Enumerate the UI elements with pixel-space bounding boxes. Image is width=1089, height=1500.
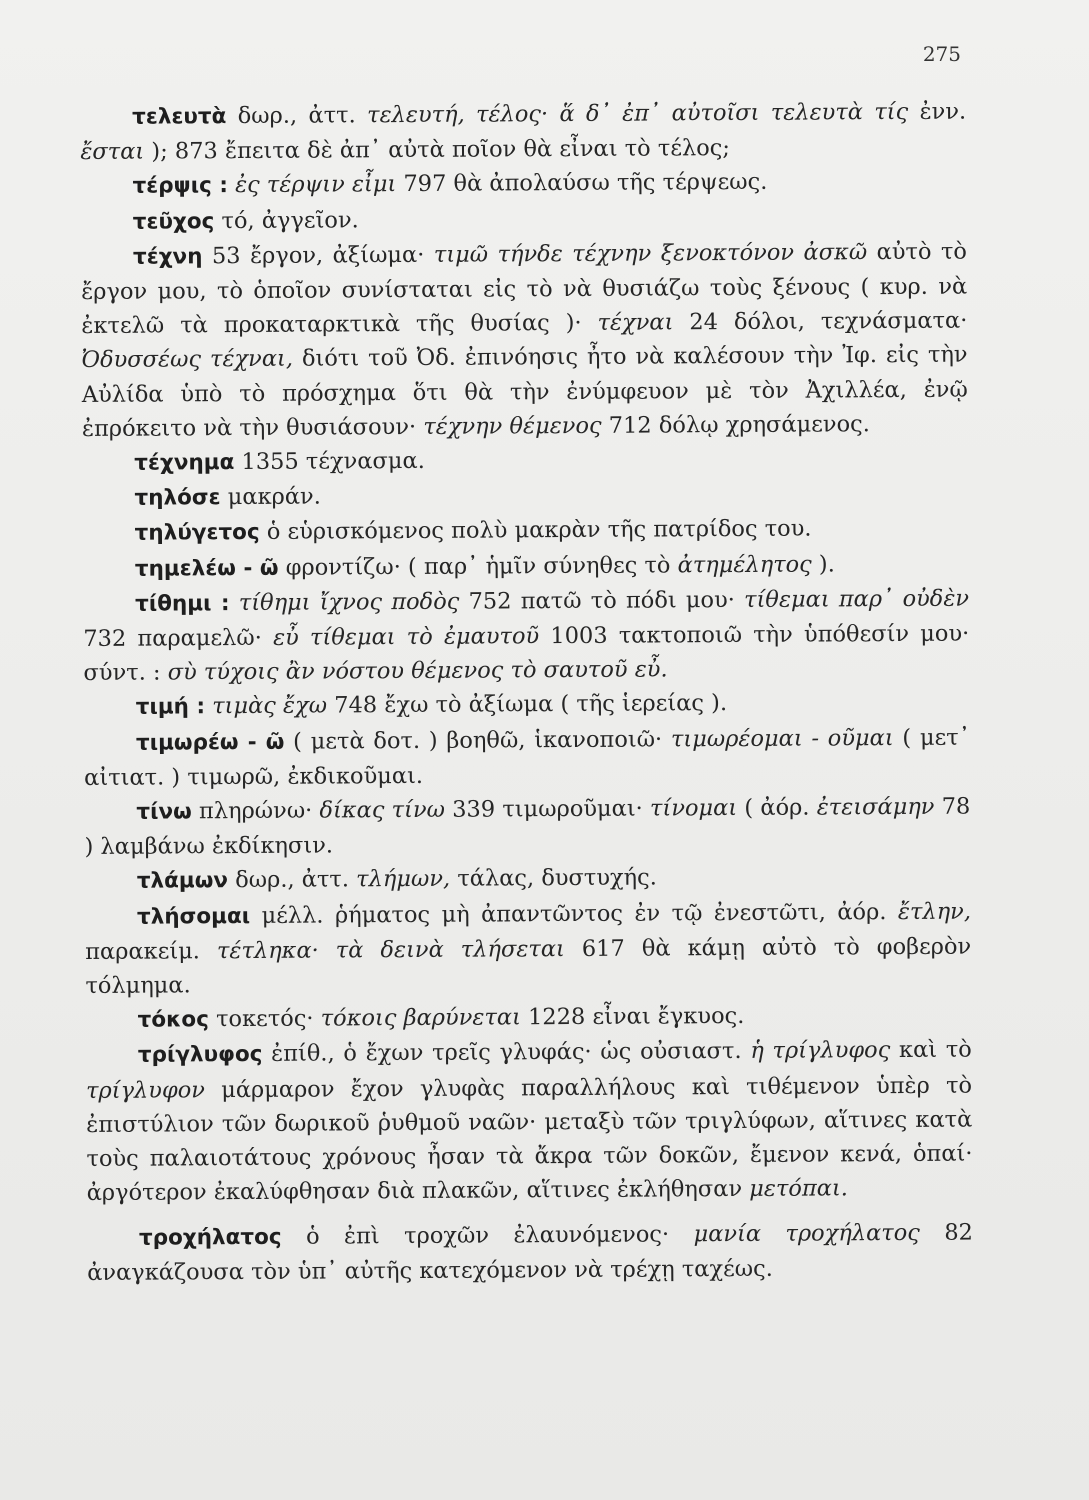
entry-definition-text: 752 πατῶ τὸ πόδι μου· [459, 586, 745, 615]
entry-headword: τιμωρέω - ῶ [135, 729, 285, 756]
dictionary-entry [85, 859, 971, 900]
entry-definition-text: 748 ἔχω τὸ ἀξίωμα ( τῆς ἱερείας ). [327, 690, 728, 719]
entry-definition-text: πληρώνω· [191, 797, 320, 825]
entry-definition-text: 339 τιμωροῦμαι· [444, 795, 651, 823]
entry-headword: τέχνη [132, 244, 203, 270]
entry-example-italic: ἔτλην, [897, 898, 972, 925]
dictionary-entry [84, 685, 970, 726]
entry-definition-text: 24 δόλοι, τεχνάσματα· [673, 307, 968, 336]
dictionary-entry [80, 95, 966, 170]
entry-definition-text: μάρμαρον ἔχον γλυφὰς παραλλήλους καὶ τιθέμενον ὑπὲρ τὸ ἐπιστύλιον τῶν δωρικοῦ ῥυθμοῦ ναῶν· μεταξὺ τῶν τριγλύφων, αἵτινες κατὰ τοὺς παλαιοτάτους χρόνους ἦσαν τὰ ἄκρα τῶν δοκῶν, ἔμενον κενά, ὁπαί· ἀργότερον ἐκαλύφθησαν διὰ πλακῶν, αἵτινες ἐκλήθησαν [86, 1072, 973, 1207]
entry-example-italic: δίκας τίνω [319, 796, 446, 824]
dictionary-entry [83, 511, 969, 552]
entry-example-italic: μανία τροχήλατος [693, 1219, 920, 1247]
entry-example-italic: σὺ τύχοις ἂν νόστου θέμενος τὸ σαυτοῦ εὖ. [167, 656, 668, 686]
entry-headword: τέρψις : [132, 173, 228, 200]
entry-headword: τόκος [137, 1007, 209, 1033]
entry-example-italic: Ὀδυσσέως τέχναι, [81, 346, 294, 374]
entry-example-italic: ἀτημέλητος [677, 551, 812, 578]
entry-headword: τίθημι : [135, 590, 230, 617]
entry-definition-text: 1228 εἶναι ἔγκυος. [520, 1003, 745, 1031]
dictionary-entry [83, 581, 970, 690]
dictionary-entry [85, 894, 972, 1003]
entry-example-italic: τέχναι [597, 309, 674, 337]
entry-headword: τλάμων [136, 868, 229, 895]
entry-definition-text: δωρ., ἀττ. [226, 102, 368, 130]
entry-definition-text: ( μετ᾿ αἰτιατ. ) τιμωρῶ, ἐκδικοῦμαι. [84, 724, 970, 791]
entry-example-italic: τιμωρέομαι - οῦμαι [670, 724, 894, 753]
entry-definition-text: ὁ ἐπὶ τροχῶν ἐλαυνόμενος· [281, 1220, 694, 1250]
entry-headword: τρίγλυφος [137, 1042, 263, 1069]
dictionary-entry [84, 790, 970, 865]
entry-headword: τιμή : [135, 694, 206, 721]
entry-headword: τηλόσε [134, 485, 221, 511]
entry-definition-text: 712 δόλῳ χρησάμενος. [601, 411, 870, 439]
entry-definition-text: διότι τοῦ Ὀδ. ἐπινόησις ἦτο νὰ καλέσουν τὴν Ἰφ. εἰς τὴν Αὐλίδα ὑπὸ τὸ πρόσχημα ὅτι θὰ τὴν ἐνύμφευον μὲ τὸν Ἀχιλλέα, ἐνῷ ἐπρόκειτο νὰ τὴν θυσιάσουν· [81, 342, 968, 442]
entry-headword: τροχήλατος [138, 1224, 282, 1251]
entry-example-italic: ἐς τέρψιν εἶμι [234, 171, 397, 199]
dictionary-entry [86, 998, 972, 1039]
entry-definition-text: τό, ἀγγεῖον. [214, 206, 359, 234]
entry-definition-text: τοκετός· [208, 1005, 321, 1033]
entry-headword: τίνω [136, 799, 192, 825]
entry-definition-text: φροντίζω· ( παρ᾿ ἡμῖν σύνηθες τὸ [278, 551, 678, 581]
dictionary-entry [82, 476, 968, 517]
page-number: 275 [922, 42, 961, 66]
entry-definition-text: ). [811, 551, 835, 578]
entry-definition-text: 53 ἔργον, ἀξίωμα· [202, 241, 434, 270]
dictionary-entry [86, 1033, 973, 1210]
entry-example-italic: ἡ τρίγλυφος [750, 1037, 891, 1065]
dictionary-entry [81, 234, 968, 446]
entry-definition-text: τάλας, δυστυχής. [450, 864, 657, 893]
entry-example-italic: τίθεμαι παρ᾿ οὐδὲν [744, 585, 970, 613]
entry-headword: τεῦχος [132, 208, 215, 235]
entry-example-italic: ἐτεισάμην [816, 793, 935, 821]
entry-definition-text: 797 θὰ ἀπολαύσω τῆς τέρψεως. [396, 169, 768, 198]
entry-headword: τέχνημα [134, 450, 235, 476]
entry-definition-text: παρακείμ. [85, 938, 218, 965]
dictionary-entries [80, 95, 973, 1290]
entry-example-italic: τίνομαι [649, 795, 738, 822]
entry-example-italic: τιμὰς ἔχω [212, 692, 328, 720]
entry-definition-text: ὁ εὑρισκόμενος πολὺ μακρὰν τῆς πατρίδος του. [259, 515, 812, 546]
entry-definition-text [230, 590, 239, 616]
dictionary-entry [84, 720, 970, 795]
entry-definition-text: 732 παραμελῶ· [83, 624, 274, 653]
entry-definition-text: ( μετὰ δοτ. ) βοηθῶ, ἱκανοποιῶ· [284, 726, 671, 755]
entry-definition-text: καὶ τὸ [890, 1037, 972, 1064]
entry-definition-text: 617 θὰ κάμῃ αὐτὸ τὸ φοβερὸν τόλμημα. [85, 933, 972, 1000]
entry-definition-text: 82 ἀναγκάζουσα τὸν ὑπ᾿ αὐτῆς κατεχόμενον νὰ τρέχῃ ταχέως. [87, 1219, 973, 1286]
dictionary-entry [83, 546, 969, 587]
entry-definition-text: ); 873 ἔπειτα δὲ ἀπ᾿ αὐτὰ ποῖον θὰ εἶναι τὸ τέλος; [144, 135, 730, 165]
dictionary-entry [87, 1215, 973, 1290]
entry-headword: τλήσομαι [136, 903, 251, 930]
entry-example-italic: τὰ δεινὰ τλήσεται [335, 935, 565, 964]
entry-definition-text: δωρ., ἀττ. [227, 866, 357, 894]
entry-example-italic: εὖ τίθεμαι τὸ ἐμαυτοῦ [272, 623, 540, 651]
entry-definition-text: ἐνν. [908, 98, 967, 125]
entry-example-italic: τιμῶ τήνδε τέχνην ξενοκτόνον ἀσκῶ [433, 239, 868, 268]
entry-definition-text: ( ἀόρ. [737, 794, 817, 822]
entry-definition-text: 78 ) λαμβάνω ἐκδίκησιν. [84, 793, 971, 861]
entry-headword: τηλύγετος [134, 520, 260, 547]
entry-definition-text: 1003 τακτοποιῶ τὴν ὑπόθεσίν μου· σύντ. : [83, 620, 970, 687]
entry-example-italic: τλήμων, [356, 866, 451, 893]
entry-definition-text: μακράν. [220, 483, 321, 511]
entry-headword: τημελέω - ῶ [134, 555, 279, 582]
entry-example-italic: τέτληκα· [216, 937, 319, 965]
entry-example-italic: μετόπαι. [749, 1175, 848, 1203]
entry-example-italic: τόκοις βαρύνεται [320, 1004, 521, 1032]
dictionary-entry [80, 164, 966, 205]
entry-definition-text: 1355 τέχνασμα. [234, 447, 425, 476]
entry-example-italic: τίθημι ἴχνος ποδὸς [238, 588, 460, 616]
dictionary-entry [81, 199, 967, 240]
entry-example-italic: ἔσται [80, 138, 145, 166]
entry-definition-text: ἐπίθ., ὁ ἔχων τρεῖς γλυφάς· ὡς οὐσιαστ. [262, 1038, 751, 1068]
entry-definition-text: μέλλ. ῥήματος μὴ ἀπαντῶντος ἐν τῷ ἐνεστῶτι, ἀόρ. [250, 898, 898, 929]
entry-example-italic: τελευτή, τέλος· ἅ δ᾿ ἐπ᾿ αὐτοῖσι τελευτὰ τίς [367, 98, 909, 129]
entry-definition-text: αὐτὸ τὸ ἔργον μου, τὸ ὁποῖον συνίσταται εἰς τὸ νὰ θυσιάζω τοὺς ξένους ( κυρ. νὰ ἐκτελῶ τὰ προκαταρκτικὰ τῆς θυσίας )· [81, 238, 968, 340]
entry-definition-text [319, 937, 336, 963]
entry-headword: τελευτὰ [132, 104, 227, 130]
entry-example-italic: τέχνην θέμενος [423, 412, 602, 440]
dictionary-entry [82, 441, 968, 482]
entry-example-italic: τρίγλυφον [85, 1076, 206, 1104]
